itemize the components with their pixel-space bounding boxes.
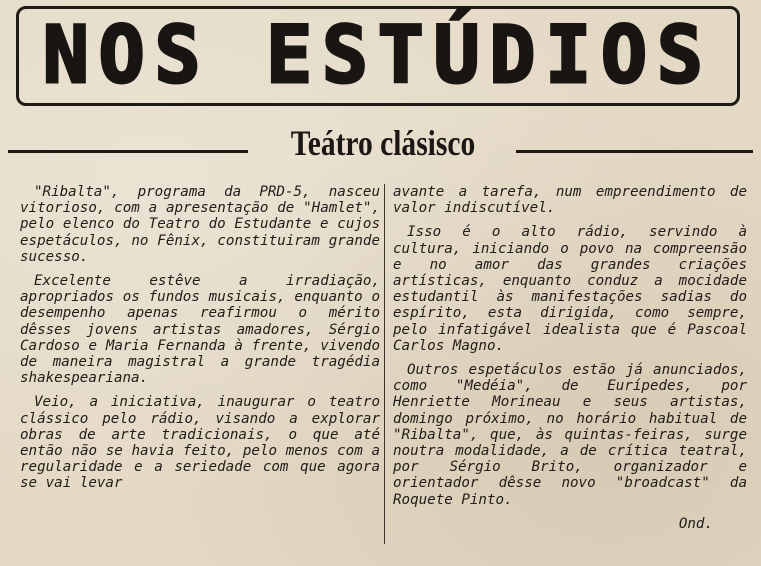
article-headline: Teátro clásisco xyxy=(290,123,476,163)
column-divider xyxy=(384,184,385,544)
paragraph: "Ribalta", programa da PRD-5, nasceu vitorioso, com a apresentação de "Hamlet", pelo elenco do Teatro do Estudante e cujos espetáculos, no Fênix, constituiram grande sucesso. xyxy=(20,184,380,265)
headline-row xyxy=(8,120,753,180)
right-column xyxy=(393,184,747,532)
paragraph: Outros espetáculos estão já anunciados, como "Medéia", de Eurípedes, por Henriette Morineau e seus artistas, domingo próximo, no horário habitual de "Ribalta", que, às quintas-feiras, surge noutra modalidade, a de crítica teatral, por Sérgio Brito, organizador e orientador dêsse novo "broadcast" da Roquete Pinto. xyxy=(393,362,747,508)
left-column xyxy=(20,184,380,500)
headline-rule-left xyxy=(8,150,248,153)
headline-rule-right xyxy=(516,150,753,153)
paragraph: Veio, a iniciativa, inaugurar o teatro clássico pelo rádio, visando a explorar obras de arte tradicionais, o que até então não se havia feito, pelo menos com a regularidade e a seriedade com que agora se vai levar xyxy=(20,394,380,492)
masthead-title: NOS ESTÚDIOS xyxy=(43,11,713,101)
paragraph: Excelente estêve a irradiação, apropriados os fundos musicais, enquanto o desempenho apenas reafirmou o mérito dêsses jovens artistas amadores, Sérgio Cardoso e Maria Fernanda à frente, vivendo de maneira magistral a grande tragédia shakespeariana. xyxy=(20,273,380,387)
paragraph: Isso é o alto rádio, servindo à cultura, iniciando o povo na compreensão e no amor das grandes criações artísticas, enquanto conduz a mocidade estudantil às manifestações sadias do espírito, esta dirigida, como sempre, pelo infatigável idealista que é Pascoal Carlos Magno. xyxy=(393,224,747,354)
paragraph: avante a tarefa, num empreendimento de valor indiscutível. xyxy=(393,184,747,217)
article-body xyxy=(14,184,749,554)
author-signature: Ond. xyxy=(678,515,713,532)
masthead-frame xyxy=(16,6,740,106)
